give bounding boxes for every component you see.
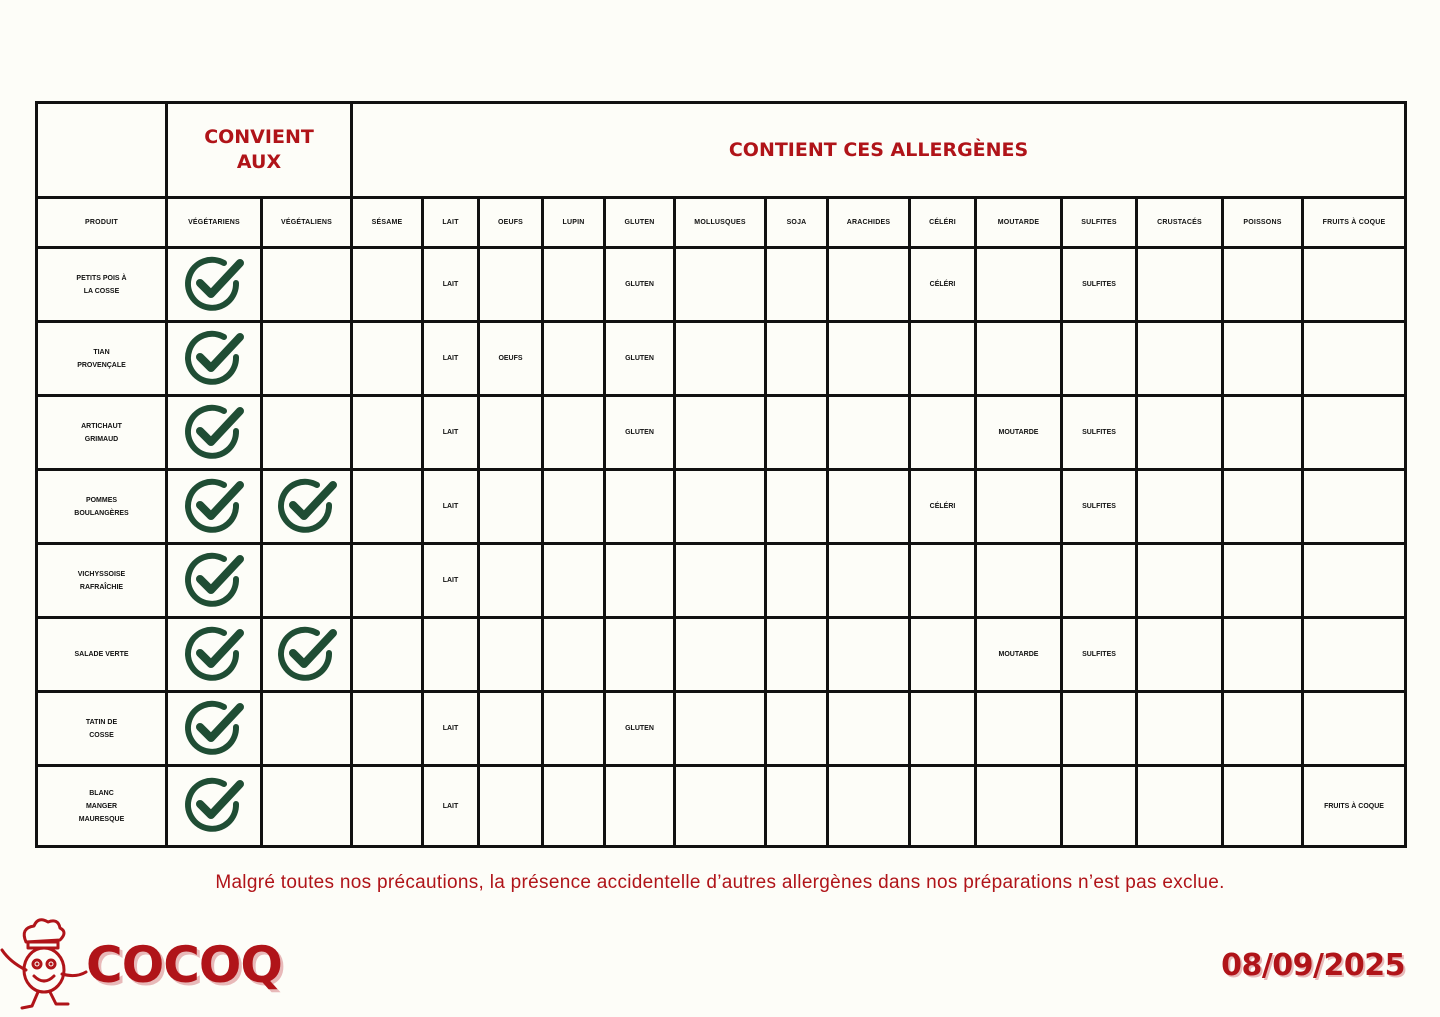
allergen-cell: CÉLÉRI [910, 470, 976, 544]
allergen-cell: GLUTEN [605, 396, 675, 470]
product-name-line: MAURESQUE [78, 815, 125, 823]
allergen-cell [352, 618, 423, 692]
vegetarien-cell [167, 692, 262, 766]
vegetarien-cell [167, 544, 262, 618]
allergen-cell [352, 248, 423, 322]
allergen-cell [423, 618, 479, 692]
allergen-cell [1062, 692, 1137, 766]
column-header-allergen: CRUSTACÉS [1137, 198, 1223, 248]
column-header-allergen: SULFITES [1062, 198, 1137, 248]
vegetarien-cell [167, 248, 262, 322]
allergen-cell [1223, 766, 1303, 847]
allergen-cell [543, 766, 605, 847]
allergen-cell: OEUFS [479, 322, 543, 396]
allergen-cell: CÉLÉRI [910, 248, 976, 322]
table-row [37, 692, 1406, 766]
allergen-cell [1137, 322, 1223, 396]
allergen-cell: LAIT [423, 322, 479, 396]
allergen-cell [910, 692, 976, 766]
column-header-allergen: MOUTARDE [976, 198, 1062, 248]
product-name-line: PETITS POIS À [76, 274, 127, 282]
allergen-cell [479, 618, 543, 692]
product-name-line: ARTICHAUT [81, 422, 122, 430]
allergen-cell [1223, 470, 1303, 544]
allergen-cell [976, 692, 1062, 766]
allergen-cell [675, 618, 766, 692]
table-row [37, 618, 1406, 692]
allergen-cell [479, 766, 543, 847]
allergen-cell [828, 544, 910, 618]
allergen-cell [479, 470, 543, 544]
allergen-cell [910, 396, 976, 470]
allergen-cell [543, 322, 605, 396]
column-header-allergen: FRUITS À COQUE [1303, 198, 1406, 248]
product-rows [37, 248, 1406, 847]
vegetarien-cell [167, 618, 262, 692]
allergen-cell [910, 322, 976, 396]
allergen-cell [543, 544, 605, 618]
allergen-cell [828, 766, 910, 847]
vegetalien-cell [262, 248, 352, 322]
allergen-cell [605, 544, 675, 618]
allergen-cell [352, 470, 423, 544]
allergen-cell [352, 544, 423, 618]
check-circle-icon [275, 475, 339, 539]
allergen-cell [1303, 470, 1406, 544]
allergen-cell: LAIT [423, 692, 479, 766]
vegetalien-cell [262, 322, 352, 396]
convient-title-line1: CONVIENT [204, 126, 314, 148]
disclaimer-text: Malgré toutes nos précautions, la présence accidentelle d’autres allergènes dans nos préparations n’est pas exclue. [215, 872, 1225, 893]
allergen-cell [766, 692, 828, 766]
product-name [37, 396, 167, 470]
allergen-cell [976, 248, 1062, 322]
allergen-cell [543, 248, 605, 322]
column-header-allergen: LAIT [423, 198, 479, 248]
allergen-cell: SULFITES [1062, 470, 1137, 544]
allergen-cell [766, 396, 828, 470]
allergen-cell: LAIT [423, 470, 479, 544]
allergen-cell [605, 618, 675, 692]
allergen-cell [910, 766, 976, 847]
allergen-cell: GLUTEN [605, 248, 675, 322]
product-name [37, 248, 167, 322]
product-name [37, 470, 167, 544]
allergen-cell [352, 766, 423, 847]
allergen-cell [543, 470, 605, 544]
allergen-cell [675, 692, 766, 766]
allergen-cell [352, 396, 423, 470]
allergen-cell [543, 692, 605, 766]
product-name [37, 544, 167, 618]
product-name-line: RAFRAÎCHIE [79, 583, 124, 591]
product-name-line: TATIN DE [85, 718, 118, 726]
table-row [37, 248, 1406, 322]
allergen-table [35, 101, 1407, 848]
table-row [37, 396, 1406, 470]
column-header-allergen: ARACHIDES [828, 198, 910, 248]
allergen-cell [1303, 544, 1406, 618]
allergen-cell [1137, 248, 1223, 322]
column-header-allergen: GLUTEN [605, 198, 675, 248]
allergen-cell [1223, 544, 1303, 618]
allergen-cell [1062, 766, 1137, 847]
allergen-cell [1062, 544, 1137, 618]
product-name-line: VICHYSSOISE [77, 570, 126, 578]
allergen-cell [976, 470, 1062, 544]
product-name-line: BLANC [89, 789, 114, 797]
allergen-cell [766, 248, 828, 322]
allergen-cell [828, 248, 910, 322]
column-header-vegetariens: VÉGÉTARIENS [167, 198, 262, 248]
table-row [37, 766, 1406, 847]
product-name-line: COSSE [89, 731, 114, 739]
allergen-cell [1137, 396, 1223, 470]
allergen-cell [1137, 544, 1223, 618]
table-row [37, 322, 1406, 396]
check-circle-icon [182, 327, 246, 391]
allergen-cell [1223, 322, 1303, 396]
product-name [37, 322, 167, 396]
allergen-cell: GLUTEN [605, 692, 675, 766]
allergen-cell [1137, 692, 1223, 766]
allergens-title: CONTIENT CES ALLERGÈNES [728, 138, 1029, 161]
allergen-cell [976, 544, 1062, 618]
allergen-cell: SULFITES [1062, 396, 1137, 470]
allergen-cell [766, 470, 828, 544]
column-header-produit: PRODUIT [37, 198, 167, 248]
column-header-vegetaliens: VÉGÉTALIENS [262, 198, 352, 248]
allergen-cell: MOUTARDE [976, 618, 1062, 692]
allergen-cell [675, 544, 766, 618]
menu-date: 08/09/2025 [1221, 948, 1405, 983]
allergen-cell [1303, 322, 1406, 396]
product-name [37, 618, 167, 692]
allergen-cell: LAIT [423, 766, 479, 847]
allergen-cell [1223, 692, 1303, 766]
vegetalien-cell [262, 692, 352, 766]
allergen-cell [675, 248, 766, 322]
allergen-cell [766, 766, 828, 847]
vegetalien-cell [262, 396, 352, 470]
allergen-cell [1223, 396, 1303, 470]
check-circle-icon [182, 549, 246, 613]
allergen-cell [479, 396, 543, 470]
product-name [37, 766, 167, 847]
brand-logo-text: COCOQ [86, 936, 282, 994]
allergen-cell [479, 544, 543, 618]
column-header-allergen: OEUFS [479, 198, 543, 248]
allergen-cell: FRUITS À COQUE [1303, 766, 1406, 847]
product-name-line: PROVENÇALE [77, 361, 126, 369]
allergen-cell [910, 544, 976, 618]
allergen-cell [675, 396, 766, 470]
vegetalien-cell [262, 766, 352, 847]
table-row [37, 470, 1406, 544]
product-name-line: BOULANGÈRES [74, 509, 129, 517]
corner-cell [37, 103, 167, 198]
allergen-cell: LAIT [423, 248, 479, 322]
product-name-line: MANGER [85, 802, 118, 810]
allergen-cell [1303, 618, 1406, 692]
table-row [37, 544, 1406, 618]
check-circle-icon [275, 623, 339, 687]
allergen-cell [1303, 248, 1406, 322]
allergen-cell: MOUTARDE [976, 396, 1062, 470]
vegetalien-cell [262, 544, 352, 618]
allergen-cell: SULFITES [1062, 248, 1137, 322]
allergen-cell [766, 544, 828, 618]
allergen-cell: SULFITES [1062, 618, 1137, 692]
allergen-cell [828, 470, 910, 544]
allergen-cell [766, 618, 828, 692]
product-name-line: GRIMAUD [84, 435, 119, 443]
check-circle-icon [182, 774, 246, 838]
allergen-cell [766, 322, 828, 396]
allergen-cell [1062, 322, 1137, 396]
allergen-cell [1137, 618, 1223, 692]
check-circle-icon [182, 475, 246, 539]
column-header-allergen: CÉLÉRI [910, 198, 976, 248]
allergen-cell [1303, 396, 1406, 470]
allergen-cell [605, 766, 675, 847]
allergen-cell [543, 618, 605, 692]
allergen-cell: LAIT [423, 544, 479, 618]
allergen-cell [543, 396, 605, 470]
column-header-allergen: SOJA [766, 198, 828, 248]
allergens-header [352, 103, 1406, 198]
check-circle-icon [182, 253, 246, 317]
column-header-allergen: MOLLUSQUES [675, 198, 766, 248]
allergen-cell: LAIT [423, 396, 479, 470]
allergen-cell [1137, 470, 1223, 544]
product-name-line: TIAN [93, 348, 110, 356]
check-circle-icon [182, 401, 246, 465]
allergen-cell [828, 692, 910, 766]
convient-header [167, 103, 352, 198]
allergen-cell [828, 322, 910, 396]
allergen-cell [352, 322, 423, 396]
product-name-line: POMMES [85, 496, 118, 504]
column-header-allergen: LUPIN [543, 198, 605, 248]
allergen-cell [1223, 618, 1303, 692]
allergen-cell [1303, 692, 1406, 766]
allergen-cell [605, 470, 675, 544]
vegetarien-cell [167, 470, 262, 544]
vegetarien-cell [167, 322, 262, 396]
allergen-cell [479, 692, 543, 766]
convient-title-line2: AUX [236, 151, 282, 173]
allergen-cell [976, 322, 1062, 396]
allergen-cell [828, 618, 910, 692]
allergen-cell [352, 692, 423, 766]
vegetalien-cell [262, 618, 352, 692]
vegetalien-cell [262, 470, 352, 544]
allergen-cell [675, 766, 766, 847]
allergen-cell [479, 248, 543, 322]
product-name-line: LA COSSE [83, 287, 120, 295]
check-circle-icon [182, 623, 246, 687]
check-circle-icon [182, 697, 246, 761]
allergen-cell [828, 396, 910, 470]
vegetarien-cell [167, 396, 262, 470]
allergen-cell [675, 322, 766, 396]
allergen-cell [675, 470, 766, 544]
allergen-cell: GLUTEN [605, 322, 675, 396]
product-name [37, 692, 167, 766]
product-name-line: SALADE VERTE [74, 651, 129, 658]
column-header-allergen: SÉSAME [352, 198, 423, 248]
allergen-cell [910, 618, 976, 692]
vegetarien-cell [167, 766, 262, 847]
allergen-cell [1223, 248, 1303, 322]
column-header-allergen: POISSONS [1223, 198, 1303, 248]
allergen-cell [1137, 766, 1223, 847]
allergen-cell [976, 766, 1062, 847]
